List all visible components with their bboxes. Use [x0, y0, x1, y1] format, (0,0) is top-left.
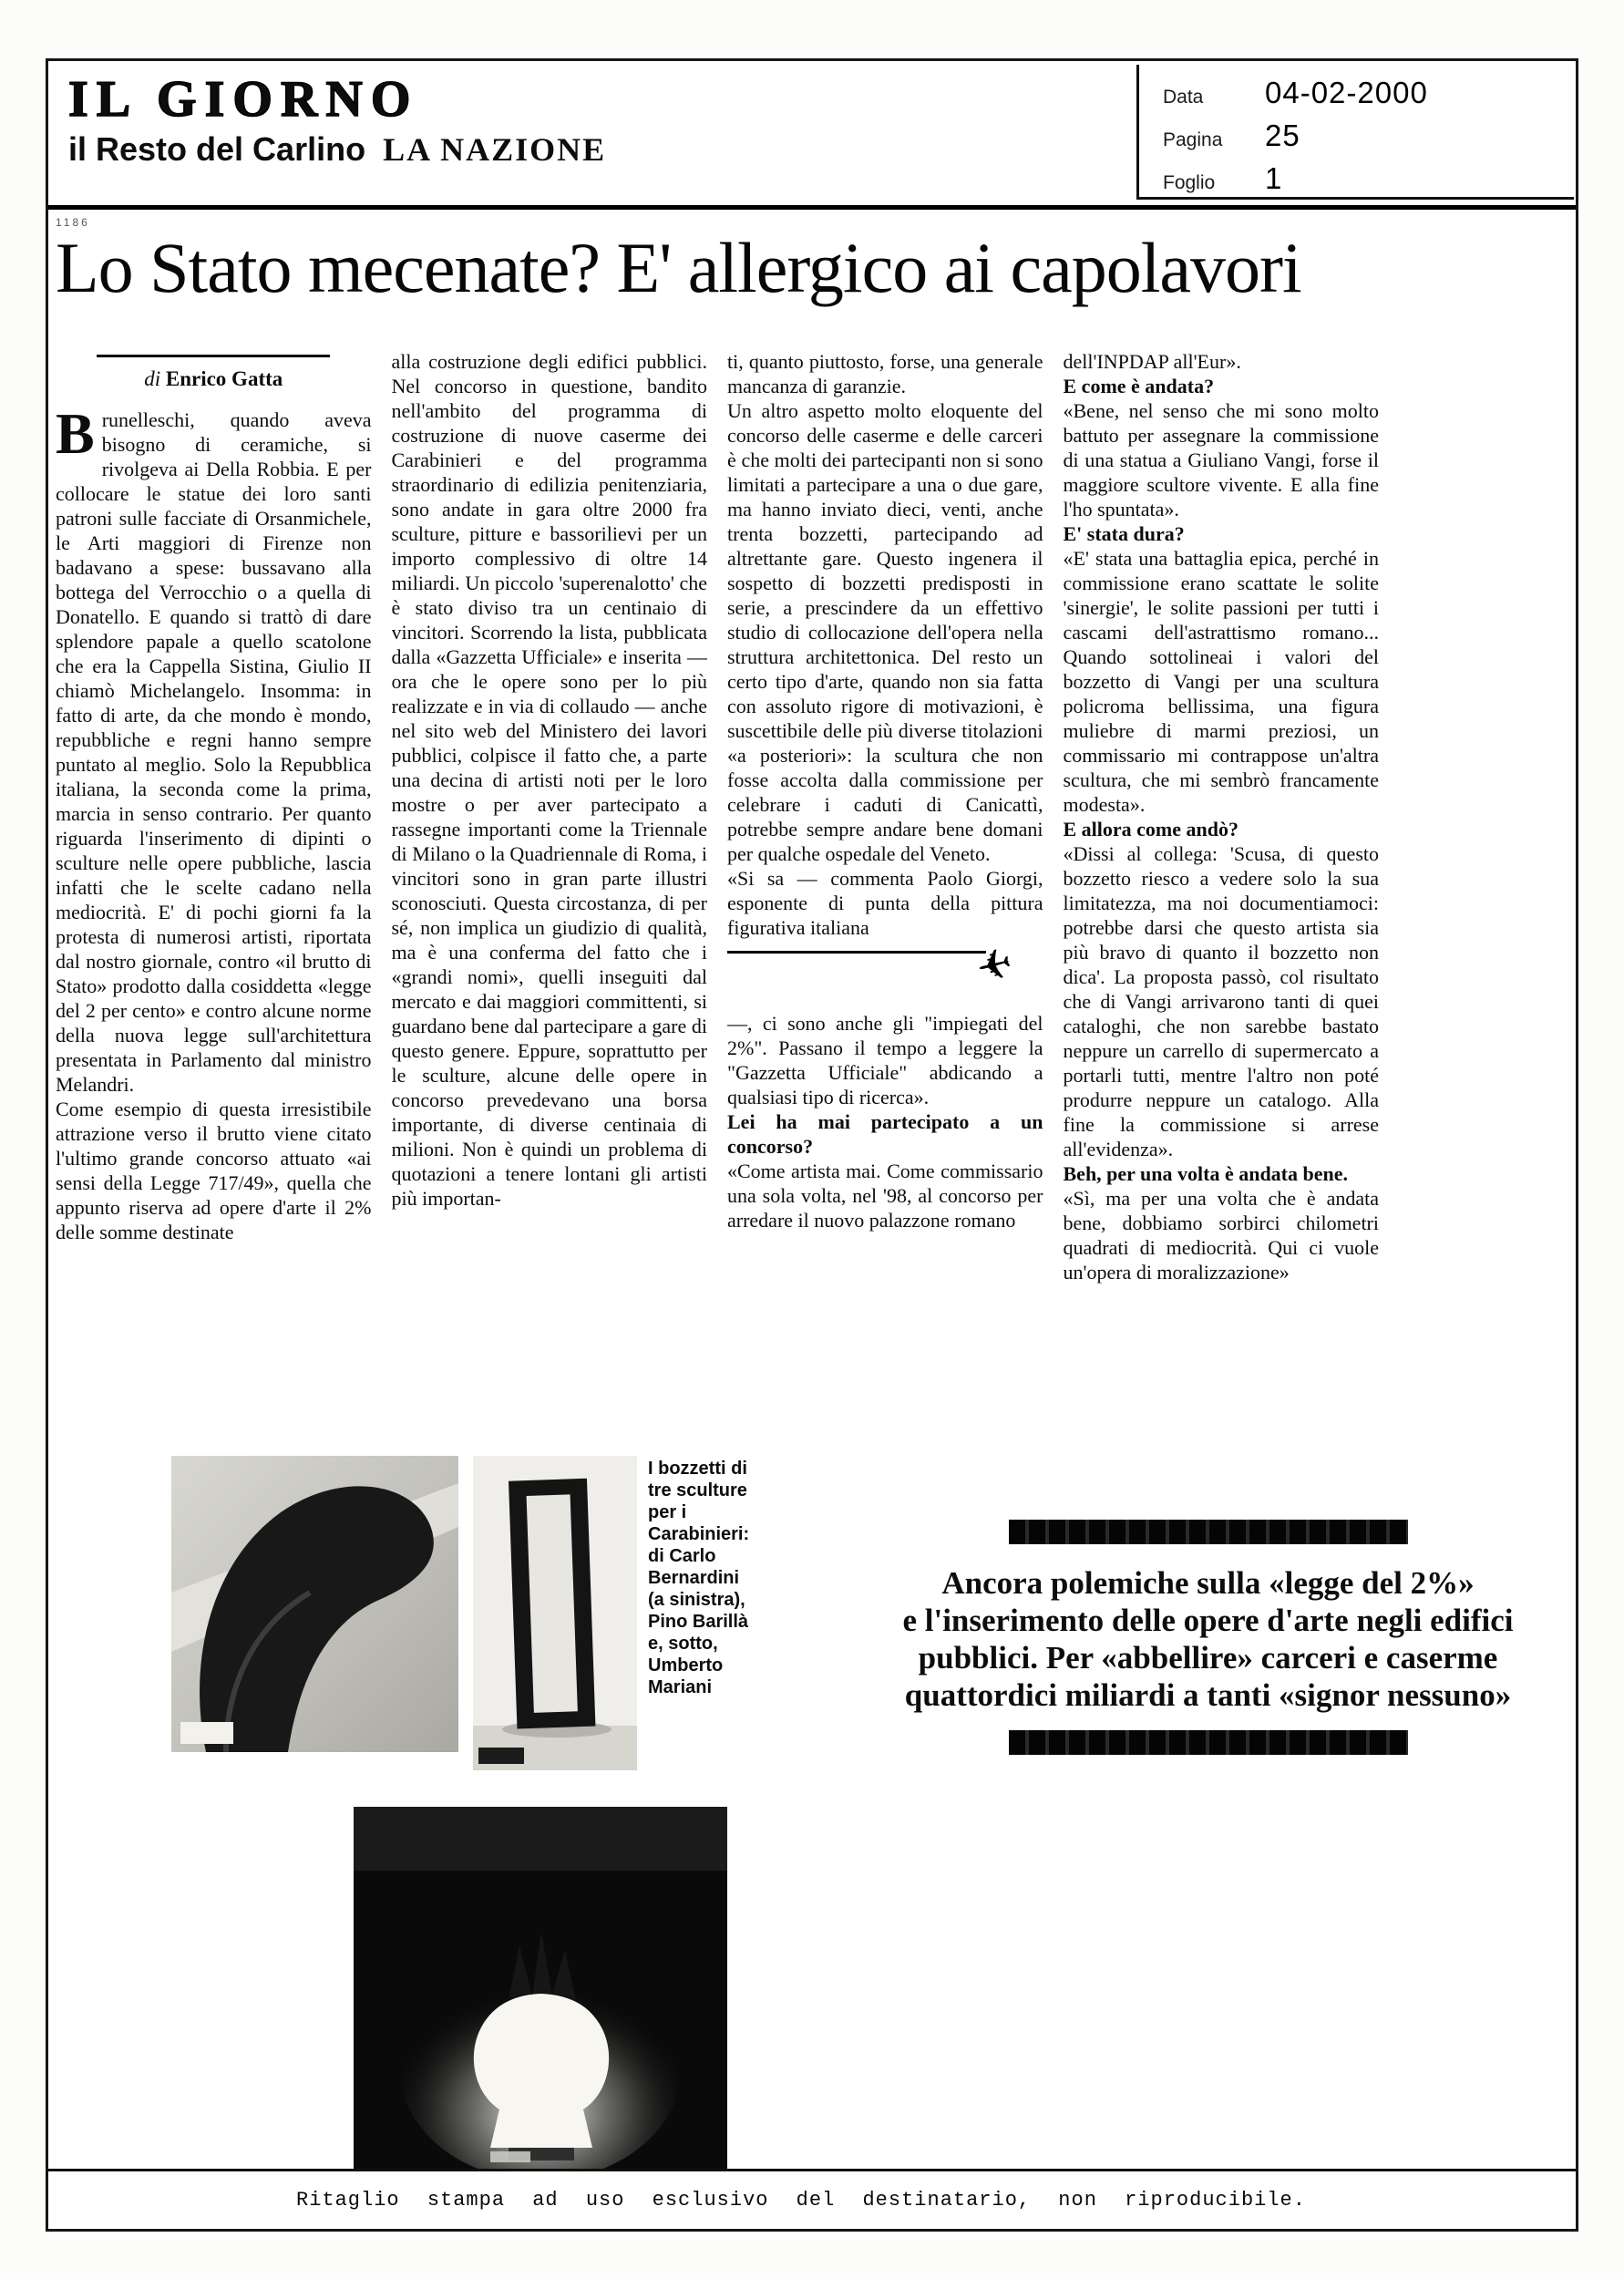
pull-quote-bottom-bar [1009, 1730, 1408, 1755]
article-paragraph: «Sì, ma per una volta che è andata bene, dobbiamo sorbirci chilometri quadrati di mediocrità. Qui ci vuole un'opera di moralizzazione» [1063, 1187, 1379, 1284]
article-paragraph: alla costruzione degli edifici pubblici. Nel concorso in questione, bandito nell'ambito del programma di costruzione di nuove caserme dei Carabinieri e del programma straordinario di edilizia penitenziaria, sono andate in gara oltre 2000 fra sculture, pitture e bassorilievi per un importo complessivo di oltre 14 miliardi. Un piccolo 'superenalotto' che è stato diviso tra un centinaio di vincitori. Scorrendo la lista, pubblicata dalla «Gazzetta Ufficiale» e inserita — ora che le opere sono per lo più realizzate e in via di collaudo — anche nel sito web del Ministero dei lavori pubblici, colpisce il fatto che, a parte una decina di artisti noti per le loro mostre o per aver partecipato a rassegne importanti come la Triennale di Milano o la Quadriennale di Roma, i vincitori sono in gran parte illustri sconosciuti. Questa circostanza, di per sé, non implica un giudizio di qualità, ma è una conferma del fatto che i «grandi nomi», quelli inseguiti dal mercato e dai maggiori committenti, si guardano bene dal partecipare a gare di questo genere. Eppure, soprattutto per le sculture, alcune delle opere in concorso prevedevano una borsa importante, di diverse centinaia di milioni. Non è quindi un problema di quotazioni a tenere lontani gli artisti più importan- [391, 350, 707, 1210]
meta-row-date [1163, 76, 1574, 110]
article-body [56, 349, 1379, 1452]
sheet-label: Foglio [1163, 172, 1216, 193]
airplane-icon: ✈ [971, 937, 1017, 994]
pull-quote [827, 1520, 1588, 1755]
column-3-text [727, 349, 1043, 1232]
interview-question: E allora come andò? [1063, 818, 1239, 840]
byline-prefix: di [144, 367, 161, 390]
pull-quote-line: e l'inserimento delle opere d'arte negli edifici [902, 1603, 1514, 1638]
article-paragraph: «Bene, nel senso che mi sono molto battuto per assegnare la commissione di una statua a Giuliano Vangi, forse il maggiore scultore vivente. E alla fine l'ho spuntata». [1063, 399, 1379, 521]
column-4-text [1064, 349, 1380, 1284]
meta-row-sheet [1163, 161, 1574, 196]
date-value: 04-02-2000 [1265, 76, 1428, 109]
sheet-value: 1 [1265, 161, 1283, 195]
interview-question: E come è andata? [1063, 375, 1215, 397]
photo-bernardini-sculpture [171, 1456, 458, 1752]
photo-mariani-sculpture [354, 1807, 727, 2170]
interview-question: Lei ha mai partecipato a un concorso? [727, 1110, 1043, 1158]
byline-author: Enrico Gatta [165, 367, 283, 390]
article-column-3 [727, 349, 1043, 1452]
pull-quote-line: Ancora polemiche sulla «legge del 2%» [941, 1565, 1475, 1601]
footer-disclaimer: Ritaglio stampa ad uso esclusivo del destinatario, non riproducibile. [296, 2189, 1306, 2212]
byline [97, 355, 330, 391]
article-paragraph: ti, quanto piuttosto, forse, una generale mancanza di garanzie. [727, 350, 1043, 397]
logo-il-giorno: IL GIORNO [68, 71, 419, 128]
interview-question: Beh, per una volta è andata bene. [1063, 1162, 1349, 1185]
drop-cap: B [56, 401, 95, 466]
article-paragraph: «Dissi al collega: 'Scusa, di questo bozzetto riesco a vedere solo la sua limitatezza, ma noi documentiamoci: potrebbe darsi che questo artista sia più bravo di quanto il bozzetto non dica'. La proposta passò, col risultato che di Vangi arrivarono tanti di quei cataloghi, che non sarebbe bastato neppure un carrello di supermercato a portarli tutti, mentre l'altro non poté produrre neppure un catalogo. Alla fine la commissione si arrese all'evidenza». [1063, 842, 1379, 1160]
corner-code: 1186 [56, 216, 90, 229]
interview-question: E' stata dura? [1063, 522, 1185, 545]
article-column-4 [1064, 349, 1380, 1452]
article-column-1 [56, 349, 372, 1452]
page-label: Pagina [1163, 129, 1223, 150]
photo-barilla-sculpture [473, 1456, 637, 1770]
header-divider [48, 205, 1576, 210]
pull-quote-line: pubblici. Per «abbellire» carceri e caserme [918, 1640, 1498, 1676]
article-paragraph: «Si sa — commenta Paolo Giorgi, esponente di punta della pittura figurativa italiana [727, 867, 1043, 939]
masthead [68, 70, 889, 169]
date-label: Data [1163, 87, 1204, 108]
clipping-meta-box [1136, 65, 1574, 200]
separator-rule [727, 937, 1017, 1002]
column-2-text [392, 349, 708, 1211]
article-headline: Lo Stato mecenate? E' allergico ai capolavori [56, 228, 1301, 307]
column-1-text [56, 401, 372, 1244]
article-paragraph: «E' stata una battaglia epica, perché in commissione erano scattate le solite 'sinergie', le solite passioni per tutti i cascami dell'astrattismo romano... Quando sottolineai i valori del bozzetto di Vangi per una scultura policroma bellissima, una figura muliebre di marmi preziosi, un commissario mi contrappose un'altra scultura, che mi sembrò francamente modesta». [1063, 547, 1379, 816]
meta-row-page [1163, 119, 1574, 153]
article-paragraph: Brunelleschi, quando aveva bisogno di ceramiche, si rivolgeva ai Della Robbia. E per collocare le statue dei loro santi patroni sulle facciate di Orsanmichele, le Arti maggiori di Firenze non badavano a spese: bussavano alla bottega del Verrocchio o a quella di Donatello. E quando si trattò di dare splendore papale a quello scatolone che era la Cappella Sistina, Giulio II chiamò Michelangelo. Insomma: in fatto di arte, da che mondo è mondo, repubbliche e regni hanno sempre puntato al meglio. Solo la Repubblica italiana, la seconda come la prima, marcia in senso contrario. Per quanto riguarda l'inserimento di dipinti o sculture nelle opere pubbliche, lascia infatti che le scelte cadano nella mediocrità. E' di pochi giorni fa la protesta di numerosi artisti, riportata dal nostro giornale, contro «il brutto di Stato» prodotto dalla cosiddetta «legge del 2 per cento» e contro alcune norme della nuova legge sull'architettura presentata in Parlamento dal ministro Melandri. [56, 401, 372, 1096]
logo-la-nazione: LA NAZIONE [383, 131, 607, 168]
article-paragraph: «Come artista mai. Come commissario una sola volta, nel '98, al concorso per arredare il nuovo palazzone romano [727, 1160, 1043, 1232]
logo-resto-del-carlino: il Resto del Carlino [68, 130, 366, 168]
article-paragraph: Come esempio di questa irresistibile attrazione verso il brutto viene citato l'ultimo grande concorso attuato «ai sensi della Legge 717/49», quella che appunto riserva ad opere d'arte il 2% delle somme destinate [56, 1098, 372, 1243]
clipping-footer [48, 2169, 1576, 2229]
pull-quote-line: quattordici miliardi a tanti «signor nessuno» [904, 1677, 1512, 1713]
article-paragraph: dell'INPDAP all'Eur». [1063, 350, 1241, 373]
article-column-2 [392, 349, 708, 1452]
article-paragraph: Un altro aspetto molto eloquente del concorso delle caserme e delle carceri è che molti dei partecipanti non si sono limitati a partecipare a una o due gare, ma hanno inviato dieci, venti, anche trenta bozzetti, partecipando ad altrettante gare. Questo ingenera il sospetto di bozzetti predisposti in serie, a prescindere da un effettivo studio di collocazione dell'opera nella struttura architettonica. Del resto un certo tipo d'arte, quando non sia fatta con assoluto rigore di motivazioni, è suscettibile delle più diverse titolazioni «a posteriori»: la scultura che non fosse accolta dalla commissione per celebrare i caduti di Canicattì, potrebbe sempre andare bene domani per qualche ospedale del Veneto. [727, 399, 1043, 865]
photo-caption: I bozzetti di tre sculture per i Carabinieri: di Carlo Bernardini (a sinistra), Pino Barillà e, sotto, Umberto Mariani [648, 1459, 750, 1697]
pull-quote-top-bar [1009, 1520, 1408, 1544]
page-value: 25 [1265, 119, 1300, 152]
newspaper-clipping-sheet [46, 58, 1578, 2232]
article-paragraph: —, ci sono anche gli "impiegati del 2%". Passano il tempo a leggere la "Gazzetta Ufficiale" abdicando a qualsiasi tipo di ricerca». [727, 1012, 1043, 1109]
logo-line-2 [68, 130, 889, 169]
